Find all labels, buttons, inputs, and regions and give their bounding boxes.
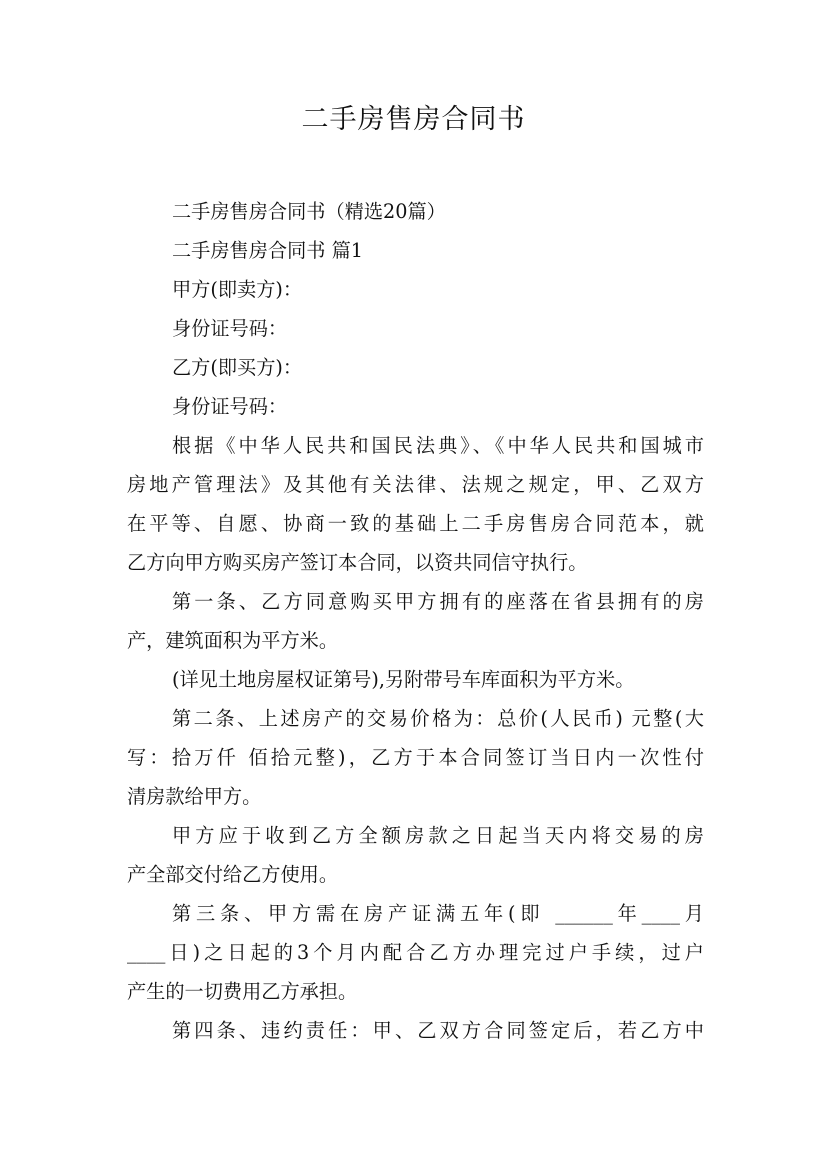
paragraph-line: 根据《中华人民共和国民法典》、《中华人民共和国城市 xyxy=(172,434,704,457)
party-a-label: 甲方(即卖方)： xyxy=(172,278,303,301)
paragraph-line: 在平等、自愿、协商一致的基础上二手房售房合同范本，就 xyxy=(127,512,704,535)
subtitle-line: 二手房售房合同书（精选20篇） xyxy=(172,200,446,223)
paragraph-line: 清房款给甲方。 xyxy=(127,785,262,808)
paragraph-line: 产全部交付给乙方使用。 xyxy=(127,863,339,886)
paragraph-line: 第三条、甲方需在房产证满五年(即 ______年____月 xyxy=(172,902,704,925)
paragraph-line: (详见土地房屋权证第号),另附带号车库面积为平方米。 xyxy=(172,668,635,691)
paragraph-line: 产生的一切费用乙方承担。 xyxy=(127,980,358,1003)
paragraph-line: ____日)之日起的3个月内配合乙方办理完过户手续，过户 xyxy=(127,941,704,964)
paragraph-line: 写：拾万仟 佰拾元整)，乙方于本合同签订当日内一次性付 xyxy=(127,746,704,769)
paragraph-line: 第二条、上述房产的交易价格为：总价(人民币) 元整(大 xyxy=(172,707,704,730)
paragraph-line: 乙方向甲方购买房产签订本合同，以资共同信守执行。 xyxy=(127,551,588,574)
party-b-label: 乙方(即买方)： xyxy=(172,356,303,379)
section-heading: 二手房售房合同书 篇1 xyxy=(172,239,363,262)
party-b-id-label: 身份证号码： xyxy=(172,395,288,418)
paragraph-line: 房地产管理法》及其他有关法律、法规之规定，甲、乙双方 xyxy=(127,473,704,496)
paragraph-line: 产，建筑面积为平方米。 xyxy=(127,629,339,652)
document-body xyxy=(127,192,704,1050)
party-a-id-label: 身份证号码： xyxy=(172,317,288,340)
paragraph-line: 甲方应于收到乙方全额房款之日起当天内将交易的房 xyxy=(172,824,704,847)
document-title: 二手房售房合同书 xyxy=(301,104,526,135)
paragraph-line: 第一条、乙方同意购买甲方拥有的座落在省县拥有的房 xyxy=(172,590,704,613)
paragraph-line: 第四条、违约责任：甲、乙双方合同签定后，若乙方中 xyxy=(172,1019,704,1042)
